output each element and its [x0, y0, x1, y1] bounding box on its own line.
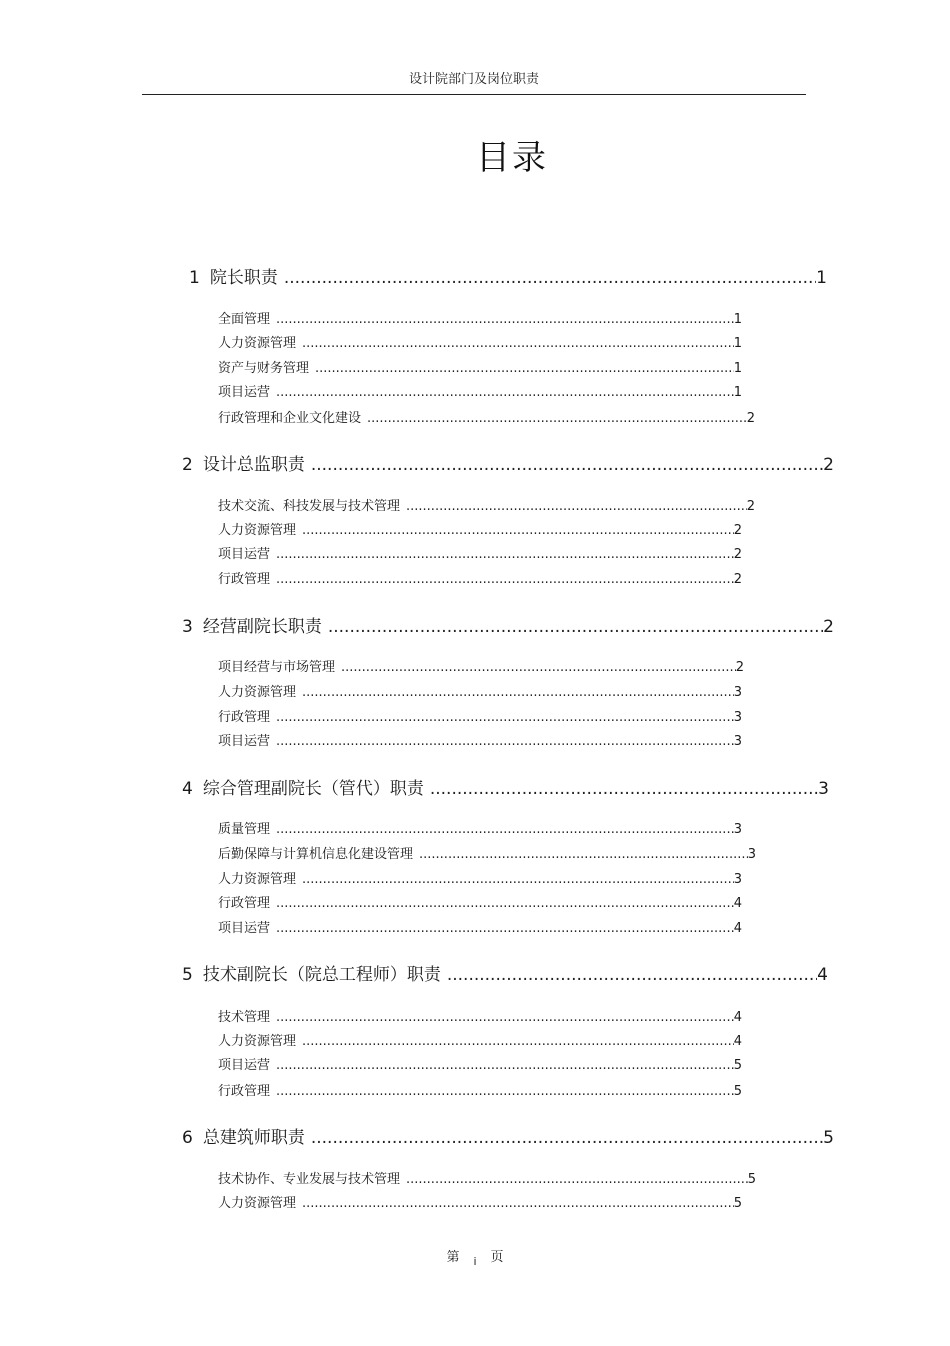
toc-page-number: 4 [817, 965, 828, 984]
toc-leader-dots [302, 523, 734, 537]
toc-leader-dots [276, 896, 734, 910]
toc-section-3[interactable] [182, 612, 834, 636]
toc-leader-dots [276, 822, 734, 836]
toc-page-number: 2 [823, 455, 834, 474]
toc-section-4[interactable] [182, 774, 829, 798]
toc-item-title: 人力资源管理 [218, 1196, 297, 1210]
toc-page-number: 2 [746, 499, 755, 513]
toc-item-title: 人力资源管理 [218, 1034, 297, 1048]
toc-item[interactable] [218, 357, 742, 375]
toc-title: 目录 [476, 138, 548, 178]
toc-page-number: 1 [733, 385, 742, 399]
toc-item-title: 项目运营 [218, 385, 271, 399]
toc-page-number: 1 [733, 312, 742, 326]
toc-leader-dots [302, 1196, 734, 1210]
toc-item-title: 项目运营 [218, 921, 271, 935]
toc-leader-dots [276, 710, 734, 724]
toc-page-number: 3 [747, 847, 756, 861]
toc-page-number: 4 [733, 1010, 742, 1024]
toc-leader-dots [284, 268, 816, 287]
toc-item-title: 行政管理 [218, 896, 271, 910]
toc-item-title: 行政管理和企业文化建设 [218, 411, 362, 425]
toc-item-title: 人力资源管理 [218, 685, 297, 699]
toc-leader-dots [406, 499, 747, 513]
toc-section-title: 总建筑师职责 [202, 1128, 305, 1147]
footer-suffix: 页 [490, 1250, 504, 1265]
toc-item-title: 后勤保障与计算机信息化建设管理 [218, 847, 414, 861]
toc-page-number: 3 [733, 734, 742, 748]
toc-item-title: 人力资源管理 [218, 336, 297, 350]
toc-section-number: 1 [189, 268, 200, 287]
toc-item[interactable] [218, 495, 755, 513]
toc-item-title: 技术协作、专业发展与技术管理 [218, 1172, 401, 1186]
toc-item-title: 项目运营 [218, 547, 271, 561]
toc-leader-dots [276, 547, 734, 561]
toc-leader-dots [276, 1010, 734, 1024]
toc-page-number: 2 [733, 572, 742, 586]
toc-item[interactable] [218, 730, 742, 748]
toc-leader-dots [276, 312, 734, 326]
toc-page-number: 4 [733, 921, 742, 935]
toc-section-6[interactable] [182, 1123, 834, 1147]
toc-leader-dots [302, 1034, 734, 1048]
toc-page-number: 2 [733, 523, 742, 537]
toc-item-title: 人力资源管理 [218, 872, 297, 886]
toc-section-title: 技术副院长（院总工程师）职责 [202, 965, 441, 984]
toc-section-number: 5 [182, 965, 193, 984]
toc-item[interactable] [218, 332, 742, 350]
toc-item-title: 技术管理 [218, 1010, 271, 1024]
toc-item-title: 项目运营 [218, 734, 271, 748]
toc-page-number: 5 [733, 1196, 742, 1210]
toc-item[interactable] [218, 1192, 742, 1210]
toc-item-title: 资产与财务管理 [218, 361, 310, 375]
toc-item-title: 行政管理 [218, 1084, 271, 1098]
toc-item[interactable] [218, 407, 755, 425]
toc-item-title: 质量管理 [218, 822, 271, 836]
toc-item[interactable] [218, 1054, 742, 1072]
toc-item[interactable] [218, 681, 742, 699]
toc-page-number: 3 [818, 779, 829, 798]
footer-prefix: 第 [446, 1250, 460, 1265]
toc-leader-dots [430, 779, 818, 798]
toc-item[interactable] [218, 917, 742, 935]
toc-leader-dots [406, 1172, 748, 1186]
toc-leader-dots [276, 385, 734, 399]
toc-section-title: 院长职责 [209, 268, 278, 287]
toc-page-number: 4 [733, 1034, 742, 1048]
toc-leader-dots [276, 921, 734, 935]
toc-item-title: 人力资源管理 [218, 523, 297, 537]
toc-leader-dots [302, 685, 734, 699]
toc-section-number: 6 [182, 1128, 193, 1147]
toc-leader-dots [341, 660, 736, 674]
toc-page-number: 3 [733, 685, 742, 699]
toc-page-number: 2 [733, 547, 742, 561]
toc-page-number: 3 [733, 822, 742, 836]
toc-page-number: 4 [733, 896, 742, 910]
page-footer [0, 1246, 950, 1268]
toc-leader-dots [276, 734, 734, 748]
toc-item-title: 项目运营 [218, 1058, 271, 1072]
toc-section-number: 4 [182, 779, 193, 798]
toc-page-number: 5 [747, 1172, 756, 1186]
toc-leader-dots [315, 361, 734, 375]
toc-item-title: 全面管理 [218, 312, 271, 326]
toc-page-number: 1 [816, 268, 827, 287]
toc-section-5[interactable] [182, 960, 828, 984]
toc-leader-dots [311, 455, 823, 474]
toc-item[interactable] [218, 1080, 742, 1098]
toc-page-number: 3 [733, 872, 742, 886]
toc-item[interactable] [218, 656, 744, 674]
toc-item[interactable] [218, 818, 742, 836]
toc-item[interactable] [218, 519, 742, 537]
toc-item[interactable] [218, 1006, 742, 1024]
toc-page-number: 3 [733, 710, 742, 724]
toc-leader-dots [302, 336, 734, 350]
toc-leader-dots [302, 872, 734, 886]
toc-leader-dots [276, 572, 734, 586]
toc-item-title: 行政管理 [218, 710, 271, 724]
toc-page-number: 5 [733, 1084, 742, 1098]
toc-section-title: 经营副院长职责 [202, 617, 322, 636]
toc-leader-dots [328, 617, 823, 636]
toc-page-number: 2 [823, 617, 834, 636]
toc-section-1[interactable] [189, 263, 827, 287]
toc-page-number: 1 [733, 336, 742, 350]
toc-leader-dots [447, 965, 817, 984]
toc-item-title: 行政管理 [218, 572, 271, 586]
toc-page-number: 2 [746, 411, 755, 425]
toc-leader-dots [367, 411, 747, 425]
toc-item-title: 技术交流、科技发展与技术管理 [218, 499, 401, 513]
toc-item[interactable] [218, 308, 742, 326]
toc-section-title: 设计总监职责 [202, 455, 305, 474]
toc-item-title: 项目经营与市场管理 [218, 660, 336, 674]
toc-leader-dots [276, 1084, 734, 1098]
toc-page-number: 2 [735, 660, 744, 674]
toc-page-number: 1 [733, 361, 742, 375]
toc-page-number: 5 [823, 1128, 834, 1147]
footer-page-number: i [473, 1255, 477, 1268]
toc-item[interactable] [218, 568, 742, 586]
header-rule [142, 94, 806, 95]
toc-section-2[interactable] [182, 450, 834, 474]
toc-item[interactable] [218, 1168, 756, 1186]
toc-leader-dots [419, 847, 748, 861]
toc-item[interactable] [218, 381, 742, 399]
toc-section-number: 3 [182, 617, 193, 636]
toc-page-number: 5 [733, 1058, 742, 1072]
toc-section-title: 综合管理副院长（管代）职责 [202, 779, 424, 798]
toc-item[interactable] [218, 868, 742, 886]
toc-item[interactable] [218, 543, 742, 561]
toc-leader-dots [311, 1128, 823, 1147]
toc-item[interactable] [218, 892, 742, 910]
running-header: 设计院部门及岗位职责 [408, 72, 539, 87]
toc-section-number: 2 [182, 455, 193, 474]
toc-item[interactable] [218, 706, 742, 724]
toc-leader-dots [276, 1058, 734, 1072]
toc-item[interactable] [218, 843, 756, 861]
toc-item[interactable] [218, 1030, 742, 1048]
